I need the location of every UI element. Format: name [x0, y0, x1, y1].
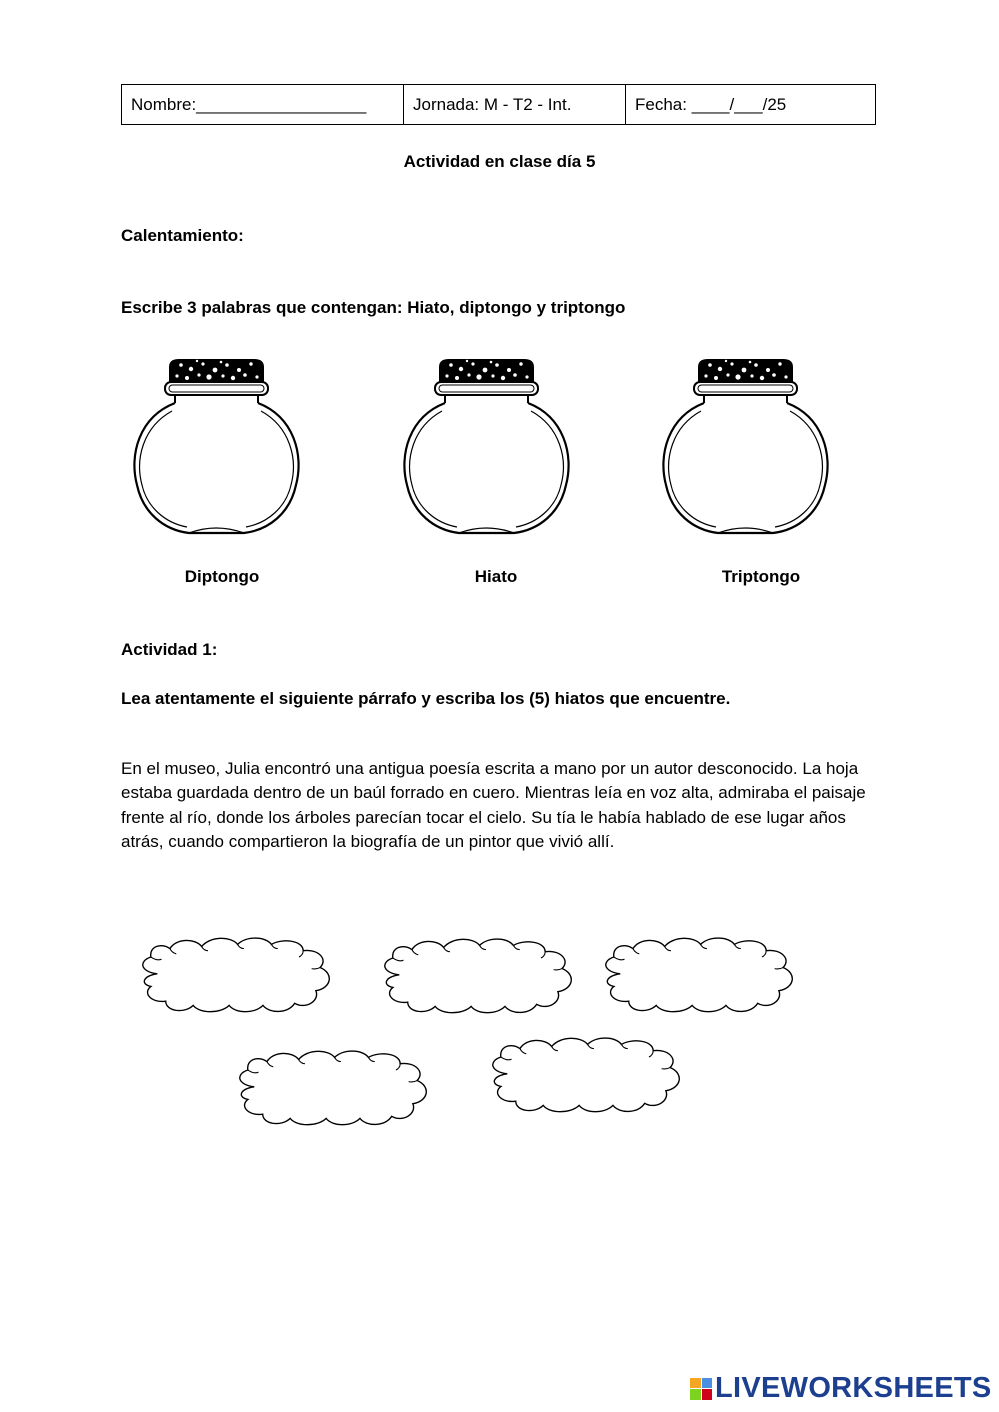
warmup-instruction: Escribe 3 palabras que contengan: Hiato, diptongo y triptongo: [121, 298, 626, 317]
cloud-icon: [606, 938, 793, 1012]
jar-icon: [134, 359, 298, 533]
reading-paragraph: En el museo, Julia encontró una antigua poesía escrita a mano por un autor desconocido. La hoja estaba guardada dentro de un baúl forrado en cuero. Mientras leía en voz alta, admiraba el paisaje frente al río, donde los árboles parecían tocar el cielo. Su tía le había hablado de ese lugar años atrás, cuando compartieron la biografía de un pintor que vivió allí.: [121, 759, 866, 852]
page-title: Actividad en clase día 5: [403, 152, 596, 171]
jar-triptongo[interactable]: [658, 355, 833, 540]
activity1-instruction: Lea atentamente el siguiente párrafo y escriba los (5) hiatos que encuentre.: [121, 689, 731, 708]
logo-icon: [690, 1378, 712, 1400]
liveworksheets-logo: [690, 1372, 992, 1405]
jar-icon: [404, 359, 568, 533]
cloud-icon: [240, 1051, 427, 1125]
answer-cloud-2[interactable]: [376, 937, 579, 1019]
cloud-icon: [385, 939, 572, 1013]
warmup-heading: Calentamiento:: [121, 226, 244, 245]
jar-label-diptongo: Diptongo: [184, 567, 260, 586]
jar-label-hiato: Hiato: [474, 567, 518, 586]
fecha-field[interactable]: Fecha: ____/___/25: [635, 95, 787, 114]
answer-cloud-1[interactable]: [134, 936, 337, 1018]
jar-diptongo[interactable]: [129, 355, 304, 540]
cloud-icon: [143, 938, 330, 1012]
answer-cloud-5[interactable]: [484, 1036, 687, 1118]
cloud-icon: [493, 1038, 680, 1112]
activity1-heading: Actividad 1:: [121, 640, 218, 659]
header-table: [121, 84, 876, 125]
answer-cloud-4[interactable]: [231, 1049, 434, 1131]
answer-cloud-3[interactable]: [597, 936, 800, 1018]
jar-icon: [663, 359, 827, 533]
jar-hiato[interactable]: [399, 355, 574, 540]
jar-label-triptongo: Triptongo: [721, 567, 801, 586]
nombre-field[interactable]: Nombre:__________________: [122, 85, 404, 124]
logo-text: LIVEWORKSHEETS: [715, 1372, 992, 1404]
jornada-field: Jornada: M - T2 - Int.: [404, 85, 626, 124]
